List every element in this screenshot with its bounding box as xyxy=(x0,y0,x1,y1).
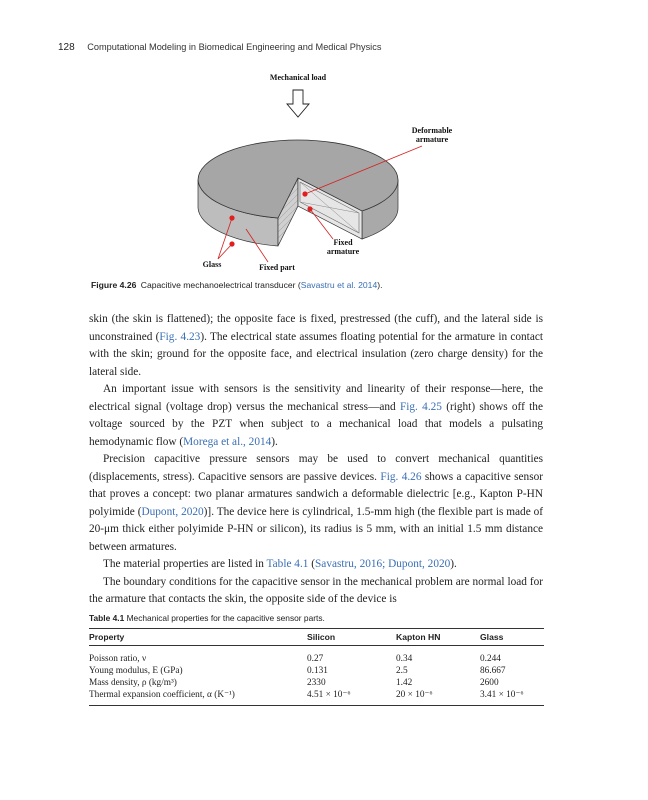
paragraph-5: The boundary conditions for the capacitive sensor in the mechanical problem are normal load for the armature that contacts the skin, the opposite side of the device is xyxy=(89,575,543,605)
table-row xyxy=(89,665,544,677)
label-fixed-armature-2: armature xyxy=(326,247,360,256)
p2-text-c: ). xyxy=(271,435,278,448)
table-caption xyxy=(89,613,325,623)
cell-silicon: 4.51 × 10⁻⁶ xyxy=(307,689,396,706)
p3-text-a: Precision capacitive pressure sensors may be used to convert mechanical quantities (displacements, stress). Capacitive sensors are passive devices. xyxy=(89,453,543,483)
p4-text-c: ). xyxy=(450,558,457,570)
header-silicon: Silicon xyxy=(307,629,396,646)
link-fig-4-26[interactable]: Fig. 4.26 xyxy=(380,470,422,483)
figure-caption xyxy=(91,280,382,290)
properties-table xyxy=(89,628,544,706)
link-table-4-1[interactable]: Table 4.1 xyxy=(266,558,309,570)
paragraph-3 xyxy=(89,451,543,556)
figure-caption-text: Capacitive mechanoelectrical transducer ( xyxy=(140,280,301,290)
table-row xyxy=(89,689,544,706)
paragraph-4 xyxy=(89,556,543,574)
page-number: 128 xyxy=(58,42,75,53)
link-fig-4-25[interactable]: Fig. 4.25 xyxy=(399,400,442,413)
table-header-row xyxy=(89,629,544,646)
body-text xyxy=(89,311,543,609)
p3-text-c: )]. The device here is cylindrical, 1.5-mm high (the flexible part is made of 20-μm thick either polyimide P-HN or silicon), its radius is 5 mm, with an initial 1.5 mm distance between armatures. xyxy=(89,505,543,553)
cell-kapton: 1.42 xyxy=(396,678,413,688)
link-fig-4-23[interactable]: Fig. 4.23 xyxy=(159,330,201,343)
cell-kapton: 2.5 xyxy=(396,666,408,676)
cell-silicon: 2330 xyxy=(307,678,326,688)
p1-text-a: skin (the skin is flattened); the opposite face is fixed, prestressed (the cuff), and the lateral side is unconstrained ( xyxy=(89,313,543,343)
transducer-figure xyxy=(150,66,470,276)
p2-text-a: An important issue with sensors is the sensitivity and linearity of their response—here, the electrical signal (voltage drop) versus the mechanical stress—and xyxy=(89,383,543,413)
header-glass: Glass xyxy=(480,629,544,646)
cell-glass: 3.41 × 10⁻⁶ xyxy=(480,689,544,706)
label-deformable-2: armature xyxy=(415,135,449,144)
cell-property: Poisson ratio, ν xyxy=(89,654,147,664)
p4-text-a: The material properties are listed in xyxy=(103,558,267,570)
label-deformable-1: Deformable xyxy=(411,126,453,135)
link-savastru-dupont[interactable]: Savastru, 2016; Dupont, 2020 xyxy=(315,558,451,570)
cell-kapton: 0.34 xyxy=(396,654,413,664)
cell-property: Mass density, ρ (kg/m³) xyxy=(89,678,177,688)
label-glass: Glass xyxy=(202,260,222,269)
table-row xyxy=(89,646,544,666)
cell-glass: 86.667 xyxy=(480,666,506,676)
cell-silicon: 0.131 xyxy=(307,666,328,676)
figure-caption-end: ). xyxy=(377,280,383,290)
cell-kapton: 20 × 10⁻⁶ xyxy=(396,689,480,706)
load-arrow xyxy=(287,90,309,117)
running-header xyxy=(58,42,381,53)
cell-glass: 0.244 xyxy=(480,654,501,664)
table-row xyxy=(89,677,544,689)
transducer-diagram xyxy=(150,66,470,276)
p4-text-b: ( xyxy=(308,558,316,570)
cell-silicon: 0.27 xyxy=(307,654,324,664)
table-caption-text: Mechanical properties for the capacitive sensor parts. xyxy=(126,613,325,623)
figure-caption-label: Figure 4.26 xyxy=(91,280,137,290)
table-caption-label: Table 4.1 xyxy=(89,613,125,623)
label-mechanical-load: Mechanical load xyxy=(269,73,327,82)
link-morega-2014[interactable]: Morega et al., 2014 xyxy=(183,435,272,448)
header-property: Property xyxy=(89,629,307,646)
book-title: Computational Modeling in Biomedical Engineering and Medical Physics xyxy=(87,42,382,52)
link-dupont-2020[interactable]: Dupont, 2020 xyxy=(141,505,204,518)
p3-text-b: shows a capacitive sensor that proves a concept: two planar armatures sandwich a deformable dielectric [e.g., Kapton P-HN polyimide ( xyxy=(89,470,543,518)
label-fixed-armature-1: Fixed xyxy=(333,238,353,247)
cell-glass: 2600 xyxy=(480,678,499,688)
paragraph-1 xyxy=(89,311,543,381)
cell-property: Thermal expansion coefficient, α (K⁻¹) xyxy=(89,689,307,706)
paragraph-2 xyxy=(89,381,543,451)
header-kapton: Kapton HN xyxy=(396,629,480,646)
figure-caption-citation[interactable]: Savastru et al. 2014 xyxy=(300,280,378,290)
cell-property: Young modulus, E (GPa) xyxy=(89,666,183,676)
p1-text-b: ). The electrical state assumes floating potential for the armature in contact with the skin; ground for the opposite face, and electrical insulation (zero charge density) for the lateral side. xyxy=(89,330,543,378)
p2-text-b: (right) shows off the voltage sourced by the PZT when subject to a mechanical load that models a pulsating hemodynamic flow ( xyxy=(89,400,543,448)
label-fixed-part: Fixed part xyxy=(259,263,295,272)
